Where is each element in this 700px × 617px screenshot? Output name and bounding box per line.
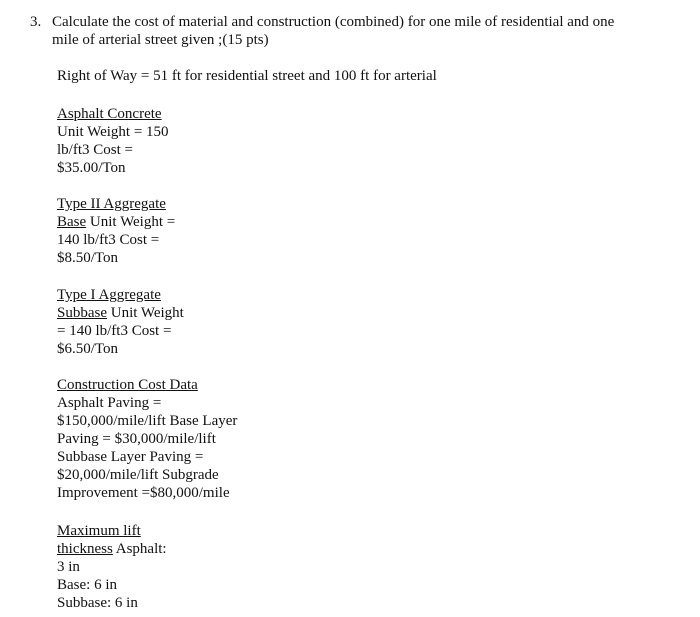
asphalt-concrete-line: lb/ft3 Cost = bbox=[57, 142, 133, 158]
construction-cost-line: Improvement =$80,000/mile bbox=[57, 485, 230, 501]
asphalt-concrete-title: Asphalt Concrete bbox=[57, 106, 162, 122]
type-i-aggregate-title: Type I Aggregate bbox=[57, 287, 161, 303]
type-i-aggregate-line: = 140 lb/ft3 Cost = bbox=[57, 323, 172, 339]
type-ii-aggregate-block bbox=[57, 195, 175, 267]
max-lift-block bbox=[57, 522, 167, 612]
type-i-aggregate-block bbox=[57, 286, 184, 358]
asphalt-concrete-block bbox=[57, 105, 169, 177]
construction-cost-line: Paving = $30,000/mile/lift bbox=[57, 431, 216, 447]
construction-cost-block bbox=[57, 376, 237, 502]
max-lift-title: Maximum lift bbox=[57, 523, 141, 539]
construction-cost-line: Subbase Layer Paving = bbox=[57, 449, 204, 465]
type-ii-aggregate-line bbox=[57, 213, 175, 231]
question-text bbox=[52, 13, 682, 49]
base-rest: Unit Weight = bbox=[86, 214, 176, 230]
max-lift-line: Base: 6 in bbox=[57, 577, 117, 593]
type-ii-aggregate-line: 140 lb/ft3 Cost = bbox=[57, 232, 160, 248]
max-lift-line bbox=[57, 540, 167, 558]
max-lift-line: Subbase: 6 in bbox=[57, 595, 138, 611]
question-line-2: mile of arterial street given ;(15 pts) bbox=[52, 32, 269, 48]
right-of-way bbox=[57, 67, 437, 85]
construction-cost-title: Construction Cost Data bbox=[57, 377, 198, 393]
construction-cost-line: Asphalt Paving = bbox=[57, 395, 162, 411]
thickness-label: thickness bbox=[57, 541, 113, 557]
construction-cost-line: $150,000/mile/lift Base Layer bbox=[57, 413, 238, 429]
type-ii-aggregate-line: $8.50/Ton bbox=[57, 250, 119, 266]
thickness-rest: Asphalt: bbox=[112, 541, 167, 557]
question-number: 3. bbox=[30, 14, 42, 30]
right-of-way-text: Right of Way = 51 ft for residential street and 100 ft for arterial bbox=[57, 68, 437, 84]
asphalt-concrete-line: Unit Weight = 150 bbox=[57, 124, 169, 140]
subbase-label: Subbase bbox=[57, 305, 107, 321]
type-ii-aggregate-title: Type II Aggregate bbox=[57, 196, 166, 212]
question-line-1: Calculate the cost of material and construction (combined) for one mile of residential and one bbox=[52, 14, 615, 30]
subbase-rest: Unit Weight bbox=[107, 305, 184, 321]
base-label: Base bbox=[57, 214, 87, 230]
construction-cost-line: $20,000/mile/lift Subgrade bbox=[57, 467, 219, 483]
type-i-aggregate-line: $6.50/Ton bbox=[57, 341, 119, 357]
max-lift-line: 3 in bbox=[57, 559, 80, 575]
type-i-aggregate-line bbox=[57, 304, 184, 322]
asphalt-concrete-line: $35.00/Ton bbox=[57, 160, 126, 176]
